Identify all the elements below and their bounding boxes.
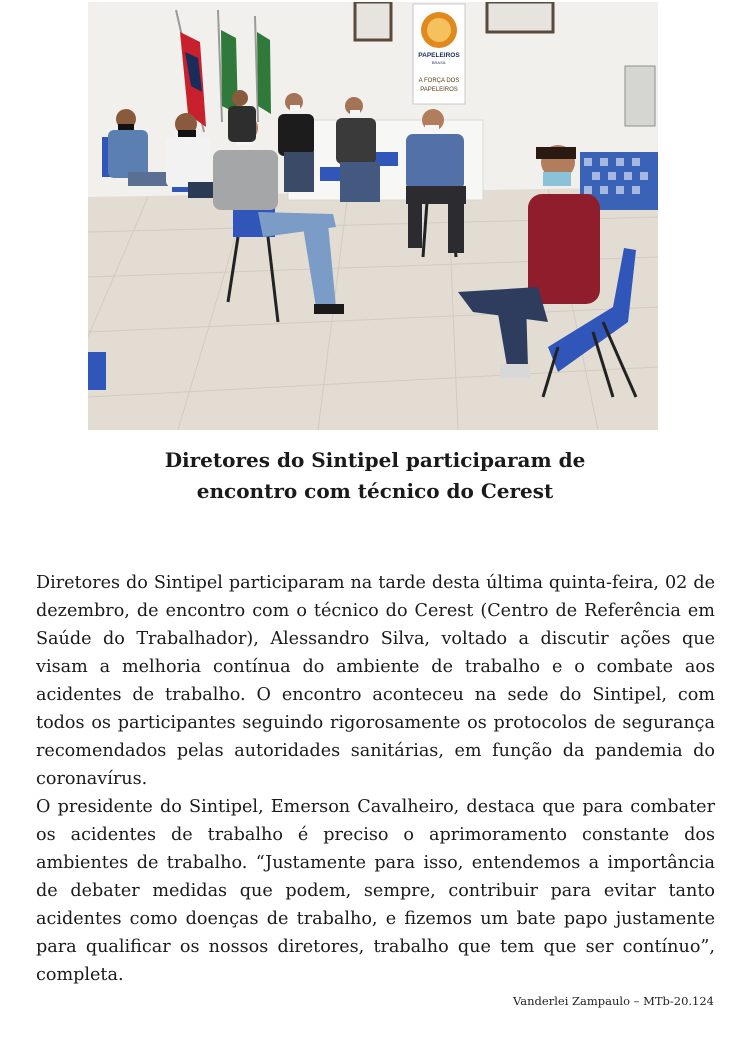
meeting-photo-illustration xyxy=(88,2,658,430)
banner-slogan-line2: PAPELEIROS xyxy=(420,87,458,93)
headline-line-1: Diretores do Sintipel participaram de xyxy=(164,448,586,472)
byline: Vanderlei Zampaulo – MTb-20.124 xyxy=(513,994,714,1008)
article-body xyxy=(36,569,715,989)
meeting-photo xyxy=(88,2,658,430)
headline-line-2: encontro com técnico do Cerest xyxy=(196,479,554,503)
banner-logo-text: PAPELEIROS xyxy=(418,52,460,59)
banner-slogan-line1: A FORÇA DOS xyxy=(418,78,460,84)
article-headline xyxy=(0,445,750,507)
article-paragraph: Diretores do Sintipel participaram na tarde desta última quinta-feira, 02 de dezembro, de encontro com o técnico do Cerest (Centro de Referência em Saúde do Trabalhador), Alessandro Silva, voltado a discutir ações que visam a melhoria contínua do ambiente de trabalho e o combate aos acidentes de trabalho. O encontro aconteceu na sede do Sintipel, com todos os participantes seguindo rigorosamente os protocolos de segurança recomendados pelas autoridades sanitárias, em função da pandemia do coronavírus. xyxy=(36,573,715,789)
banner-logo-small: BRASIL xyxy=(431,60,447,65)
article-paragraph: O presidente do Sintipel, Emerson Cavalheiro, destaca que para combater os acidentes de trabalho é preciso o aprimoramento constante dos ambientes de trabalho. “Justamente para isso, entendemos a importância de debater medidas que podem, sempre, contribuir para evitar tanto acidentes como doenças de trabalho, e fizemos um bate papo justamente para qualificar os nossos diretores, trabalho que tem que ser contínuo”, completa. xyxy=(36,797,715,985)
